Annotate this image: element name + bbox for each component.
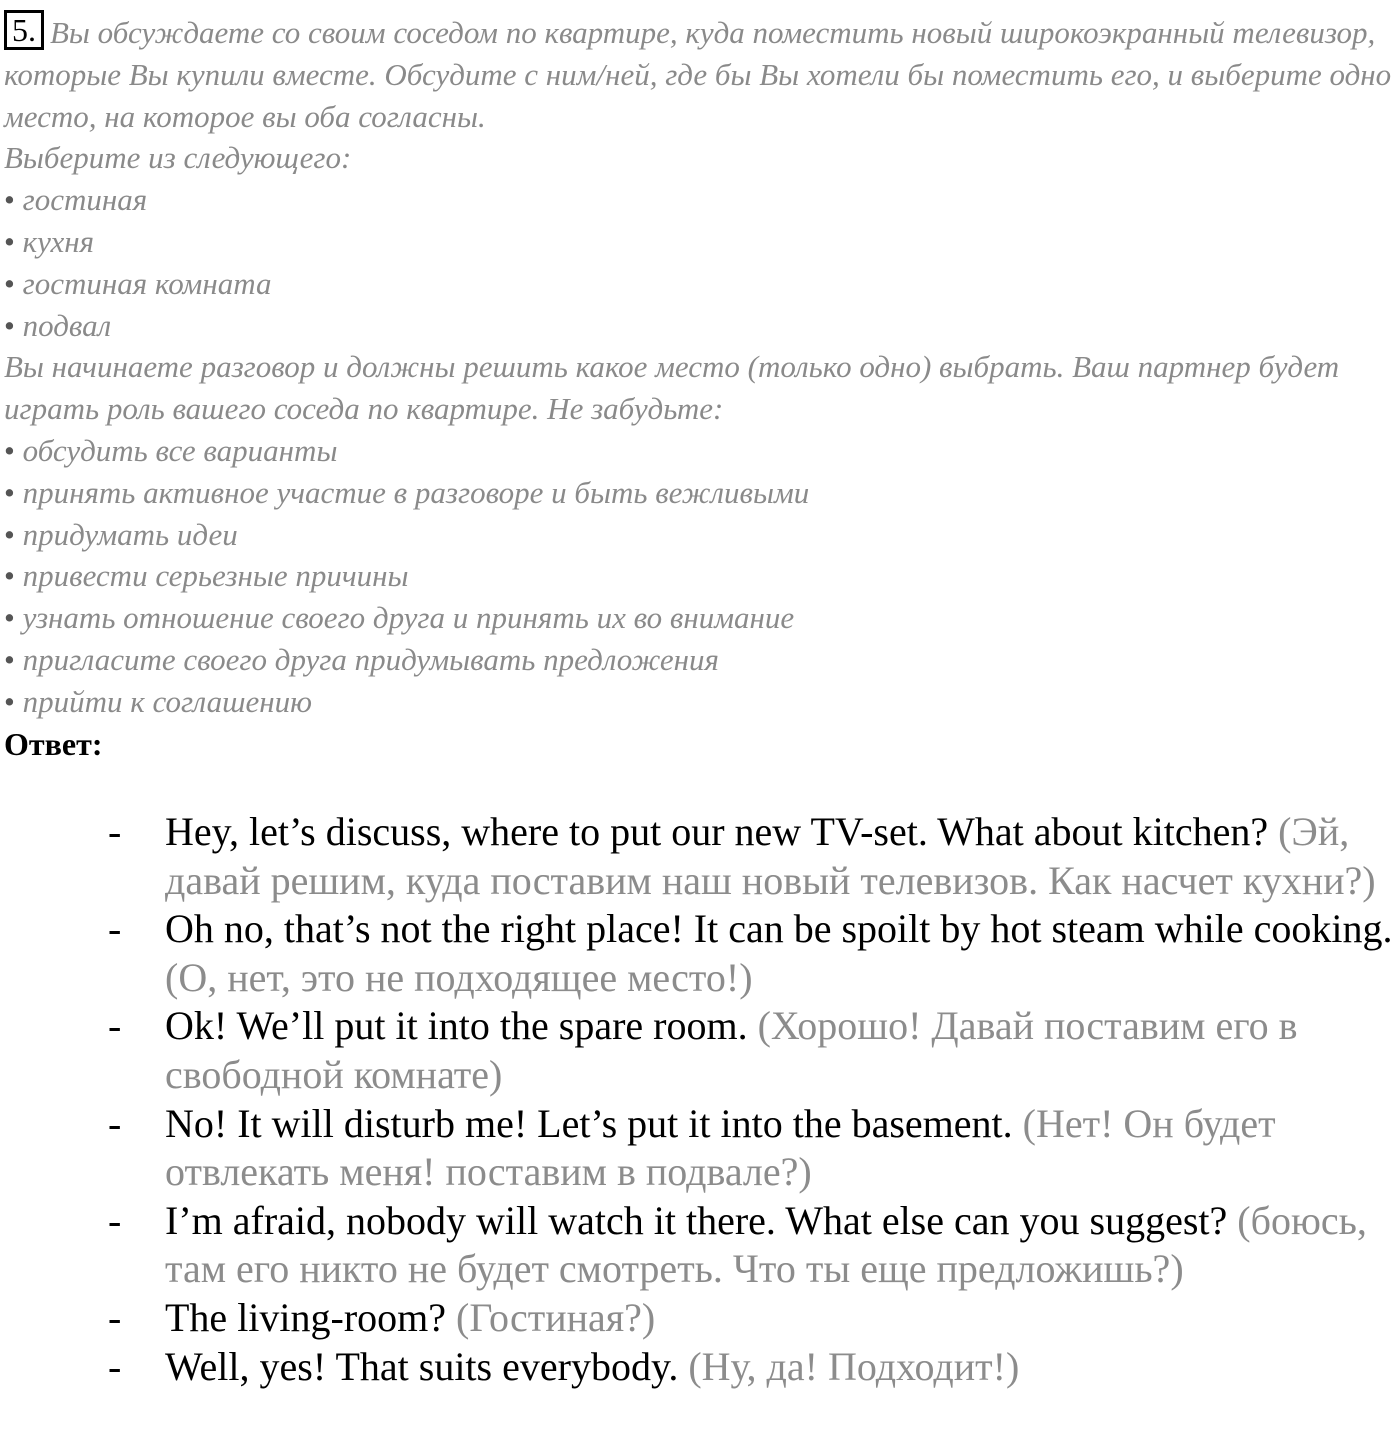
english-line: The living-room? xyxy=(165,1294,447,1340)
reminders-list xyxy=(4,430,1394,723)
english-line: Hey, let’s discuss, where to put our new TV-set. What about kitchen? xyxy=(165,809,1269,854)
bullet-icon: • xyxy=(4,516,15,552)
bullet-icon: • xyxy=(4,558,15,594)
dialogue-line xyxy=(0,905,1400,1002)
list-item xyxy=(4,305,1394,347)
list-item xyxy=(4,514,1394,556)
dialogue-dash: - xyxy=(108,809,122,854)
dialogue-line xyxy=(0,808,1400,905)
english-line: Ok! We’ll put it into the spare room. xyxy=(165,1003,748,1049)
answer-label: Ответ: xyxy=(4,726,103,762)
option-text: кухня xyxy=(22,223,95,259)
list-item xyxy=(4,221,1394,263)
list-item xyxy=(4,472,1394,514)
reminder-text: придумать идеи xyxy=(22,516,238,552)
task-block xyxy=(4,10,1394,723)
dialogue-dash: - xyxy=(108,1003,122,1049)
dialogue-line xyxy=(0,1294,1400,1343)
dialogue-line xyxy=(0,1002,1400,1099)
russian-translation: (Нет! Он будет отвлекать меня! поставим в подвале?) xyxy=(165,1100,1276,1195)
dialogue-dash: - xyxy=(108,1100,122,1146)
bullet-icon: • xyxy=(4,182,15,218)
bullet-icon: • xyxy=(4,683,15,719)
choose-label: Выберите из следующего: xyxy=(4,140,352,176)
bullet-icon: • xyxy=(4,265,15,301)
bullet-icon: • xyxy=(4,641,15,677)
option-text: гостиная комната xyxy=(22,265,272,301)
option-text: подвал xyxy=(22,307,112,343)
reminder-text: принять активное участие в разговоре и быть вежливыми xyxy=(22,474,810,510)
english-line: I’m afraid, nobody will watch it there. What else can you suggest? xyxy=(165,1197,1228,1243)
list-item xyxy=(4,639,1394,681)
reminder-text: обсудить все варианты xyxy=(22,432,338,468)
task-intro xyxy=(4,10,1394,137)
list-item xyxy=(4,681,1394,723)
bullet-icon: • xyxy=(4,307,15,343)
bullet-icon: • xyxy=(4,600,15,636)
russian-translation: (Ну, да! Подходит!) xyxy=(688,1343,1020,1389)
task-number-badge: 5. xyxy=(4,10,44,50)
dialogue-dash: - xyxy=(108,1343,122,1389)
bullet-icon: • xyxy=(4,432,15,468)
list-item xyxy=(4,555,1394,597)
dialogue-list xyxy=(0,808,1400,1391)
english-line: Oh no, that’s not the right place! It can be spoilt by hot steam while cooking. xyxy=(165,906,1393,952)
bullet-icon: • xyxy=(4,223,15,259)
list-item xyxy=(4,597,1394,639)
dialogue-line xyxy=(0,1343,1400,1392)
list-item xyxy=(4,430,1394,472)
list-item xyxy=(4,179,1394,221)
russian-translation: (боюсь, там его никто не будет смотреть. Что ты еще предложишь?) xyxy=(165,1197,1367,1292)
bullet-icon: • xyxy=(4,474,15,510)
list-item xyxy=(4,263,1394,305)
russian-translation: (О, нет, это не подходящее место!) xyxy=(165,954,753,1000)
english-line: Well, yes! That suits everybody. xyxy=(165,1343,679,1389)
dialogue-dash: - xyxy=(108,1294,122,1340)
reminder-text: узнать отношение своего друга и принять их во внимание xyxy=(22,600,795,636)
options-list xyxy=(4,179,1394,346)
dialogue-line xyxy=(0,1197,1400,1294)
reminder-text: пригласите своего друга придумывать предложения xyxy=(22,641,719,677)
task-intro-text: Вы обсуждаете со своим соседом по квартире, куда поместить новый широкоэкранный телевизор, которые Вы купили вместе. Обсудите с ним/ней, где бы Вы хотели бы поместить его, и выберите одно место, на которое вы оба согласны. xyxy=(4,15,1392,134)
dialogue-dash: - xyxy=(108,906,122,952)
russian-translation: (Хорошо! Давай поставим его в свободной комнате) xyxy=(165,1003,1298,1097)
dialogue-dash: - xyxy=(108,1197,122,1243)
russian-translation: (Эй, давай решим, куда поставим наш новый телевизов. Как насчет кухни?) xyxy=(165,809,1376,903)
instructions: Вы начинаете разговор и должны решить какое место (только одно) выбрать. Ваш партнер будет играть роль вашего соседа по квартире. Не забудьте: xyxy=(4,349,1340,427)
reminder-text: прийти к соглашению xyxy=(22,683,312,719)
option-text: гостиная xyxy=(22,182,148,218)
english-line: No! It will disturb me! Let’s put it into the basement. xyxy=(165,1100,1013,1146)
dialogue-line xyxy=(0,1100,1400,1197)
russian-translation: (Гостиная?) xyxy=(456,1294,656,1340)
reminder-text: привести серьезные причины xyxy=(22,558,409,594)
